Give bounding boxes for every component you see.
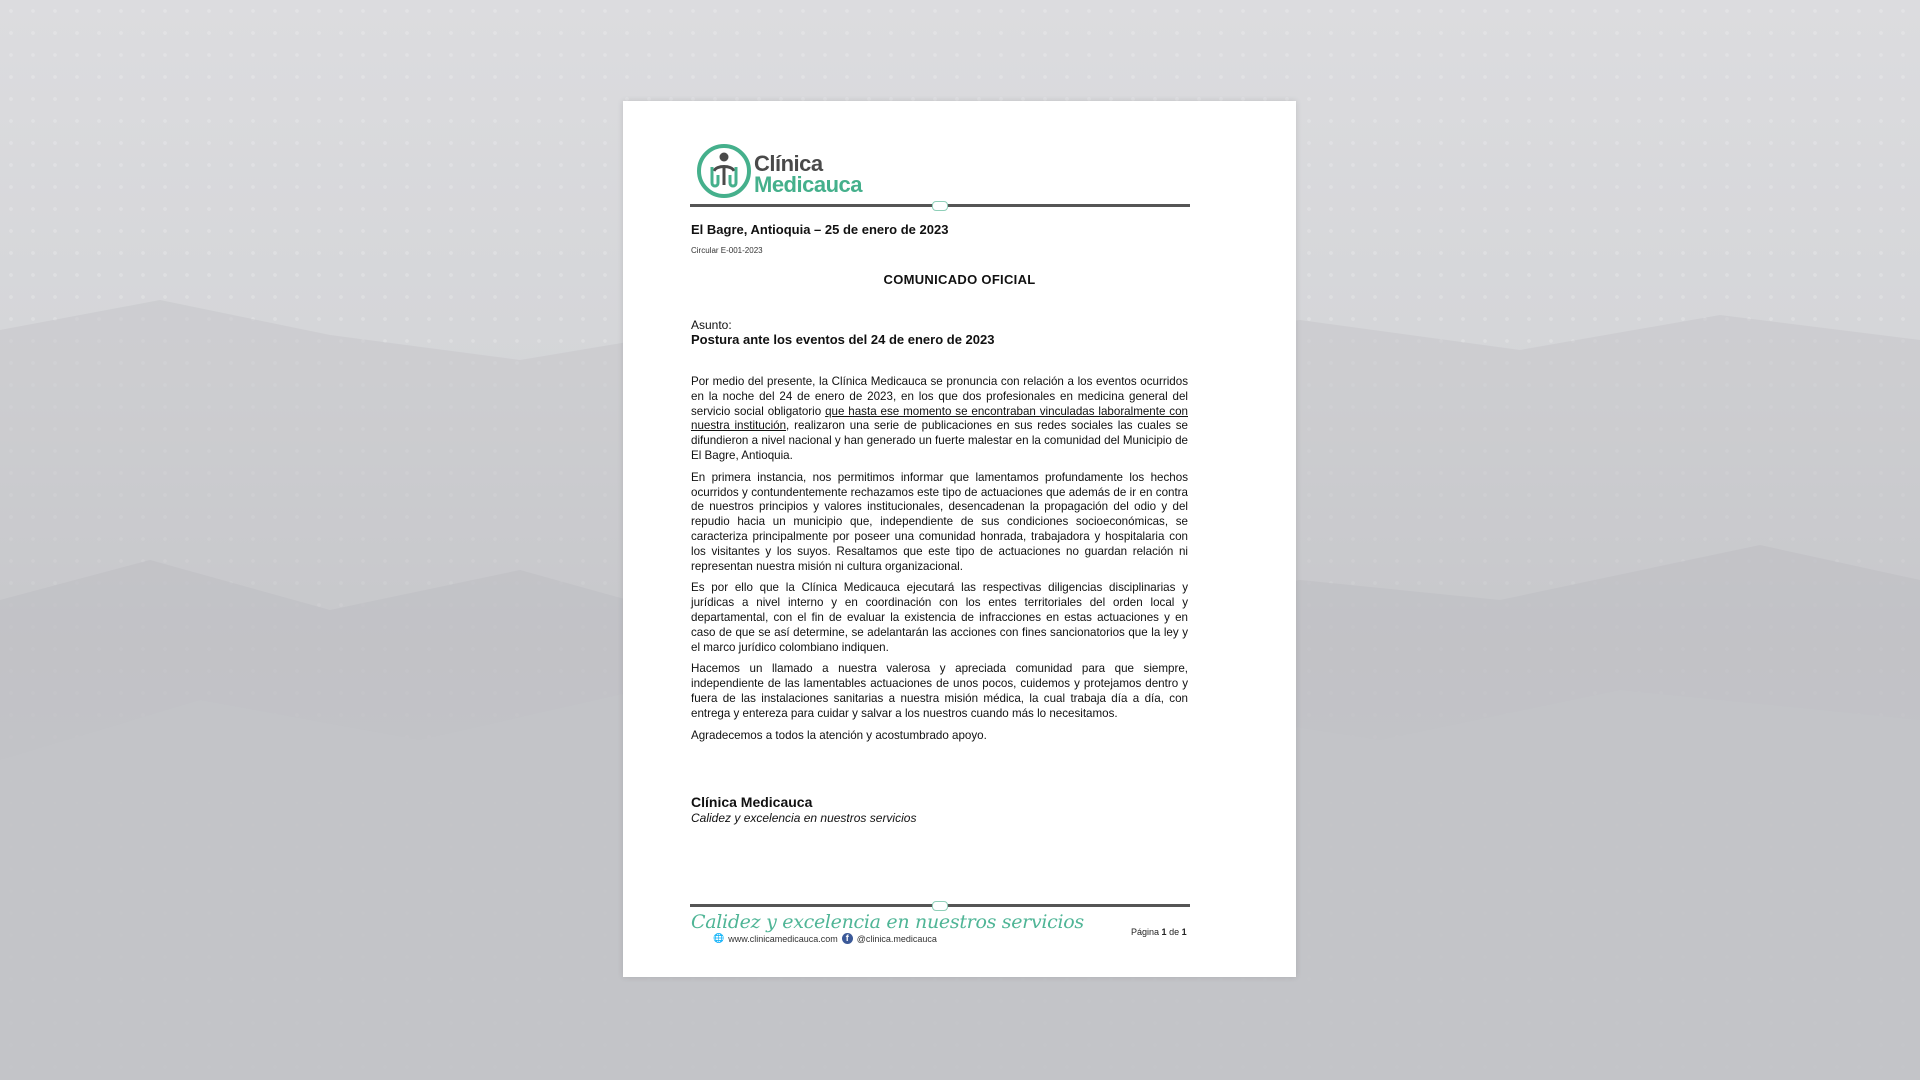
facebook-icon: f [842,933,853,944]
signature-tagline: Calidez y excelencia en nuestros servicios [691,811,917,825]
underlined-phrase: que hasta ese momento se encontraban vinculadas laboralmente con nuestra institución [691,404,1188,433]
document-body [691,375,1188,750]
divider-ornament-icon [932,901,948,911]
globe-icon: 🌐 [713,933,725,943]
page-number: Página 1 de 1 [1131,927,1187,937]
body-paragraph-4: Hacemos un llamado a nuestra valerosa y apreciada comunidad para que siempre, independiente de las lamentables actuaciones de unos pocos, cuidemos y protejamos dentro y fuera de las instalaciones sanitarias a nuestra misión médica, la cual trabaja día a día, con entrega y entereza para cuidar y salvar a los nuestros cuando más lo necesitamos. [691,662,1188,720]
divider-ornament-icon [932,201,948,211]
subject-text: Postura ante los eventos del 24 de enero de 2023 [691,332,995,347]
footer-divider [690,904,1190,907]
clinic-logo [696,143,896,201]
signature-name: Clínica Medicauca [691,794,813,810]
footer-links [713,933,937,944]
header-divider [690,204,1190,207]
body-paragraph-1: Por medio del presente, la Clínica Medicauca se pronuncia con relación a los eventos ocurridos en la noche del 24 de enero de 2023, en los que dos profesionales en medicina general del servicio social obligatorio que hasta ese momento se encontraban vinculadas laboralmente con nuestra institución, realizaron una serie de publicaciones en sus redes sociales las cuales se difundieron a nivel nacional y han generado un fuerte malestar en la comunidad del Municipio de El Bagre, Antioquia. [691,375,1188,462]
document-page [623,101,1296,977]
body-paragraph-2: En primera instancia, nos permitimos informar que lamentamos profundamente los hechos ocurridos y contundentemente rechazamos este tipo de actuaciones que además de ir en contra de nuestros principios y valores institucionales, desencadenan la propagación del odio y del repudio hacia un municipio que, independiente de sus condiciones socioeconómicas, se caracteriza principalmente por poseer una comunidad honrada, trabajadora y hospitalaria con los visitantes y los suyos. Resaltamos que este tipo de actuaciones no guardan relación ni representan nuestra misión ni cultura organizacional. [691,470,1188,573]
subject-label: Asunto: [691,318,732,332]
clinic-logo-icon [696,143,752,199]
document-title: COMUNICADO OFICIAL [883,272,1036,287]
logo-text-medicauca: Medicauca [754,172,862,197]
social-handle[interactable]: @clinica.medicauca [856,933,937,944]
logo-text-clinica: Clínica [754,151,823,176]
footer-tagline: Calidez y excelencia en nuestros servicios [691,911,1084,933]
website-link[interactable]: www.clinicamedicauca.com [728,933,838,944]
circular-number: Circular E-001-2023 [691,246,763,255]
body-paragraph-3: Es por ello que la Clínica Medicauca ejecutará las respectivas diligencias disciplinarias y jurídicas a nivel interno y en coordinación con los entes territoriales del orden local y departamental, con el fin de evaluar la existencia de infracciones en estas actuaciones y en caso de que se así determine, se adelantarán las acciones con fines sancionatorios que la ley y el marco jurídico colombiano indiquen. [691,581,1188,654]
document-date: El Bagre, Antioquia – 25 de enero de 2023 [691,222,949,237]
body-paragraph-5: Agradecemos a todos la atención y acostumbrado apoyo. [691,728,987,742]
